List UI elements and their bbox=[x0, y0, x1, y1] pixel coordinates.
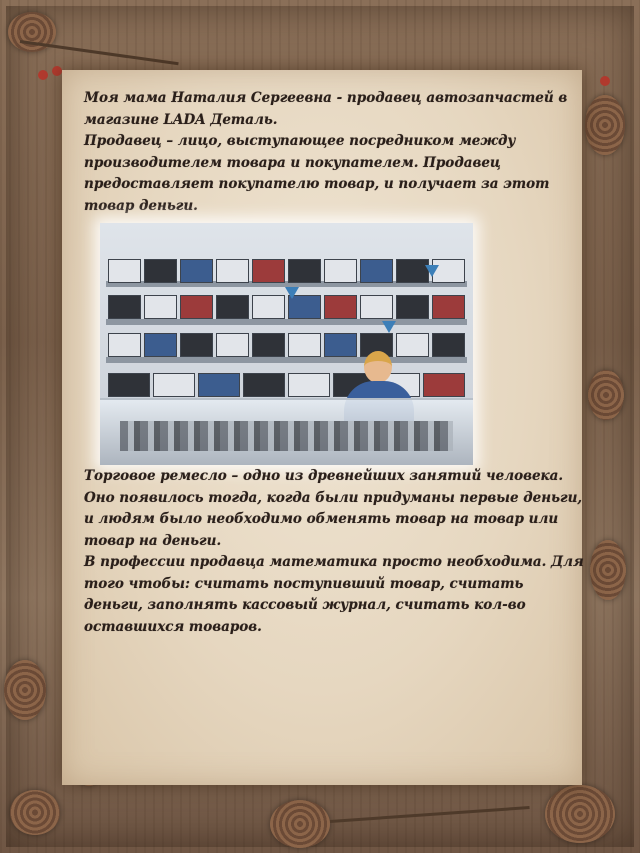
pinecone-icon bbox=[10, 790, 60, 835]
pinecone-icon bbox=[585, 95, 625, 155]
berry-icon bbox=[38, 70, 48, 80]
berry-icon bbox=[600, 76, 610, 86]
shop-counter-photo bbox=[100, 223, 473, 465]
definition-paragraph: Продавец – лицо, выступающее посредником между производителем товара и покупателем. Продавец предоставляет покупателю товар, и получает за этот товар деньги. bbox=[84, 133, 550, 214]
history-text bbox=[84, 466, 584, 638]
math-paragraph: В профессии продавца математика просто необходима. Для того чтобы: считать поступивший товар, считать деньги, заполнять кассовый журнал, считать кол-во оставшихся товаров. bbox=[84, 554, 584, 635]
intro-text bbox=[84, 88, 584, 217]
pinecone-icon bbox=[270, 800, 330, 848]
pinecone-icon bbox=[588, 370, 624, 420]
history-paragraph: Торговое ремесло – одно из древнейших занятий человека. Оно появилось тогда, когда были придуманы первые деньги, и людям было необходимо обменять товар на товар или товар на деньги. bbox=[84, 468, 583, 549]
intro-paragraph: Моя мама Наталия Сергеевна - продавец автозапчастей в магазине LADA Детaль. bbox=[84, 90, 568, 128]
berry-icon bbox=[52, 66, 62, 76]
pinecone-icon bbox=[590, 540, 626, 600]
pinecone-icon bbox=[545, 785, 615, 843]
pinecone-icon bbox=[4, 660, 46, 720]
